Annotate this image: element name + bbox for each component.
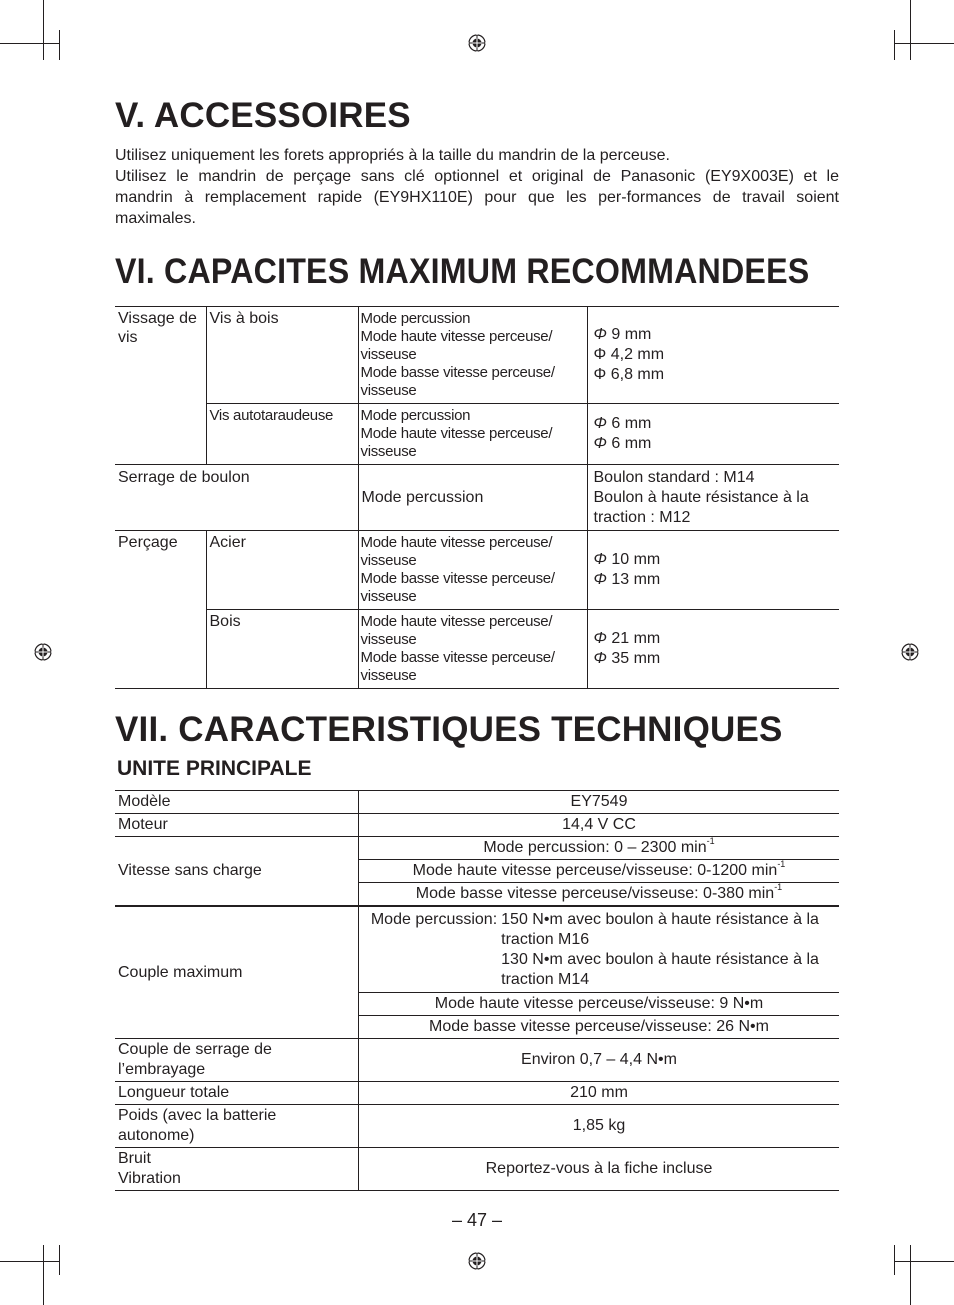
table-cell <box>587 307 839 404</box>
crop-mark <box>59 1245 60 1275</box>
diameter-icon: Φ <box>593 551 607 568</box>
value: 6,8 mm <box>610 366 665 383</box>
registration-mark-icon <box>34 643 52 661</box>
value-text <box>594 345 834 365</box>
torque-value: 150 N•m avec boulon à haute résistance à la traction M16 <box>501 911 819 948</box>
table-cell <box>587 531 839 610</box>
crop-mark <box>59 30 60 60</box>
value-text <box>594 570 834 590</box>
table-cell <box>358 531 587 610</box>
value-text <box>594 550 834 570</box>
mode-text: Mode percussion <box>360 310 471 327</box>
specifications-table <box>115 790 839 1191</box>
torque-block <box>371 910 827 990</box>
spec-value: Mode haute vitesse perceuse/visseuse: 9 N•m <box>359 993 840 1016</box>
table-cell: Vis à bois <box>206 307 358 404</box>
crop-mark <box>894 1261 954 1262</box>
value-text: Boulon standard : M14 <box>593 469 755 486</box>
table-cell <box>358 610 587 689</box>
value: Mode haute vitesse perceuse/visseuse: 0-1200 min <box>412 862 778 879</box>
spec-value: Mode basse vitesse perceuse/visseuse: 26 N•m <box>359 1016 840 1039</box>
table-row <box>115 1105 839 1148</box>
table-cell: Perçage <box>115 531 206 689</box>
value-text <box>594 414 834 434</box>
spec-value <box>359 883 840 907</box>
spec-label: Vitesse sans charge <box>115 837 359 907</box>
value-text <box>594 629 834 649</box>
table-cell <box>587 610 839 689</box>
diameter-icon: Φ <box>593 650 607 667</box>
value: 10 mm <box>611 551 661 568</box>
spec-label: Modèle <box>115 791 359 814</box>
mode-text: Mode haute vitesse perceuse/ visseuse <box>360 613 553 648</box>
table-cell <box>115 307 206 465</box>
cell-label: Vissage de vis <box>118 310 197 346</box>
value: 6 mm <box>611 415 652 432</box>
mode-text: Mode percussion <box>360 407 471 424</box>
registration-mark-icon <box>468 34 486 52</box>
value-text <box>594 365 834 385</box>
spec-value: 1,85 kg <box>359 1105 840 1148</box>
spec-label: Couple maximum <box>115 906 359 1039</box>
torque-row <box>371 910 827 990</box>
spec-value <box>359 837 840 860</box>
torque-values <box>497 910 827 990</box>
value-text <box>594 325 834 345</box>
registration-mark-icon <box>468 1252 486 1270</box>
table-row <box>115 1039 839 1082</box>
mode-text: Mode haute vitesse perceuse/ visseuse <box>360 328 553 363</box>
crop-mark <box>0 43 60 44</box>
crop-mark <box>43 1245 44 1305</box>
diameter-icon: Φ <box>593 630 607 647</box>
value-text <box>594 434 834 454</box>
table-row <box>115 404 839 465</box>
crop-mark <box>0 1261 60 1262</box>
value: 9 mm <box>611 326 652 343</box>
label-line: Bruit <box>118 1150 151 1167</box>
exponent: -1 <box>777 859 786 869</box>
table-row <box>115 791 839 814</box>
spec-label: Moteur <box>115 814 359 837</box>
value: 13 mm <box>611 571 661 588</box>
spec-value <box>359 906 840 993</box>
table-row <box>115 837 839 860</box>
value: 21 mm <box>611 630 661 647</box>
spec-label: Couple de serrage de l’embrayage <box>115 1039 359 1082</box>
value-text <box>594 649 834 669</box>
capacites-table <box>115 306 839 689</box>
spec-value: 14,4 V CC <box>359 814 840 837</box>
spec-value: Reportez-vous à la fiche incluse <box>359 1148 840 1191</box>
registration-mark-icon <box>901 643 919 661</box>
accessoires-para-1: Utilisez uniquement les forets appropriés à la taille du mandrin de la perceuse. <box>115 147 670 164</box>
table-row <box>115 531 839 610</box>
table-cell <box>358 307 587 404</box>
spec-label: Longueur totale <box>115 1082 359 1105</box>
page-number: – 47 – <box>451 1210 503 1230</box>
subsection-title-unite: UNITE PRINCIPALE <box>117 757 312 780</box>
table-cell: Mode percussion <box>358 465 587 531</box>
exponent: -1 <box>774 882 783 892</box>
value: 6 mm <box>611 435 652 452</box>
table-cell: Vis autotaraudeuse <box>206 404 358 465</box>
diameter-icon: Φ <box>593 366 607 383</box>
spec-value: 210 mm <box>359 1082 840 1105</box>
exponent: -1 <box>706 836 715 846</box>
spec-value <box>359 860 840 883</box>
table-row <box>115 307 839 404</box>
torque-mode: Mode percussion: <box>370 911 498 928</box>
mode-text: Mode basse vitesse perceuse/ visseuse <box>360 364 555 399</box>
table-row <box>115 814 839 837</box>
table-cell: Acier <box>206 531 358 610</box>
mode-text: Mode basse vitesse perceuse/ visseuse <box>360 570 555 605</box>
value: 35 mm <box>611 650 661 667</box>
label-line: Vibration <box>118 1170 181 1187</box>
table-row <box>115 1082 839 1105</box>
table-row <box>115 465 839 531</box>
diameter-icon: Φ <box>593 435 607 452</box>
value: 4,2 mm <box>610 346 665 363</box>
table-cell <box>587 404 839 465</box>
section-title-capacites: VI. CAPACITES MAXIMUM RECOMMANDEES <box>115 252 810 291</box>
table-cell <box>358 404 587 465</box>
table-row <box>115 1148 839 1191</box>
table-row <box>115 906 839 993</box>
mode-text: Mode haute vitesse perceuse/ visseuse <box>360 534 553 569</box>
diameter-icon: Φ <box>593 571 607 588</box>
mode-text: Mode basse vitesse perceuse/ visseuse <box>360 649 555 684</box>
crop-mark <box>43 0 44 60</box>
value: Mode basse vitesse perceuse/visseuse: 0-380 min <box>415 885 775 902</box>
crop-mark <box>910 1245 911 1305</box>
spec-value: Environ 0,7 – 4,4 N•m <box>359 1039 840 1082</box>
section-title-accessoires: V. ACCESSOIRES <box>115 96 411 135</box>
spec-value: EY7549 <box>359 791 840 814</box>
crop-mark <box>894 1245 895 1275</box>
torque-value: 130 N•m avec boulon à haute résistance à la traction M14 <box>501 951 819 988</box>
mode-text: Mode haute vitesse perceuse/ visseuse <box>360 425 553 460</box>
diameter-icon: Φ <box>593 346 607 363</box>
accessoires-para-2: Utilisez le mandrin de perçage sans clé optionnel et original de Panasonic (EY9X003E) et le mandrin à remplacement rapide (EY9HX110E) pour que les per-formances de travail soient maximales. <box>115 168 839 227</box>
accessoires-text <box>115 145 839 229</box>
table-cell: Serrage de boulon <box>115 465 358 531</box>
crop-mark <box>910 0 911 60</box>
table-cell: Bois <box>206 610 358 689</box>
table-cell <box>587 465 839 531</box>
value: Mode percussion: 0 – 2300 min <box>483 839 707 856</box>
section-title-caracteristiques: VII. CARACTERISTIQUES TECHNIQUES <box>115 710 783 749</box>
diameter-icon: Φ <box>593 326 607 343</box>
crop-mark <box>894 43 954 44</box>
value-text: Boulon à haute résistance à la traction : M12 <box>593 489 809 526</box>
diameter-icon: Φ <box>593 415 607 432</box>
crop-mark <box>894 30 895 60</box>
table-row <box>115 610 839 689</box>
spec-label <box>115 1148 359 1191</box>
spec-label: Poids (avec la batterie autonome) <box>115 1105 359 1148</box>
